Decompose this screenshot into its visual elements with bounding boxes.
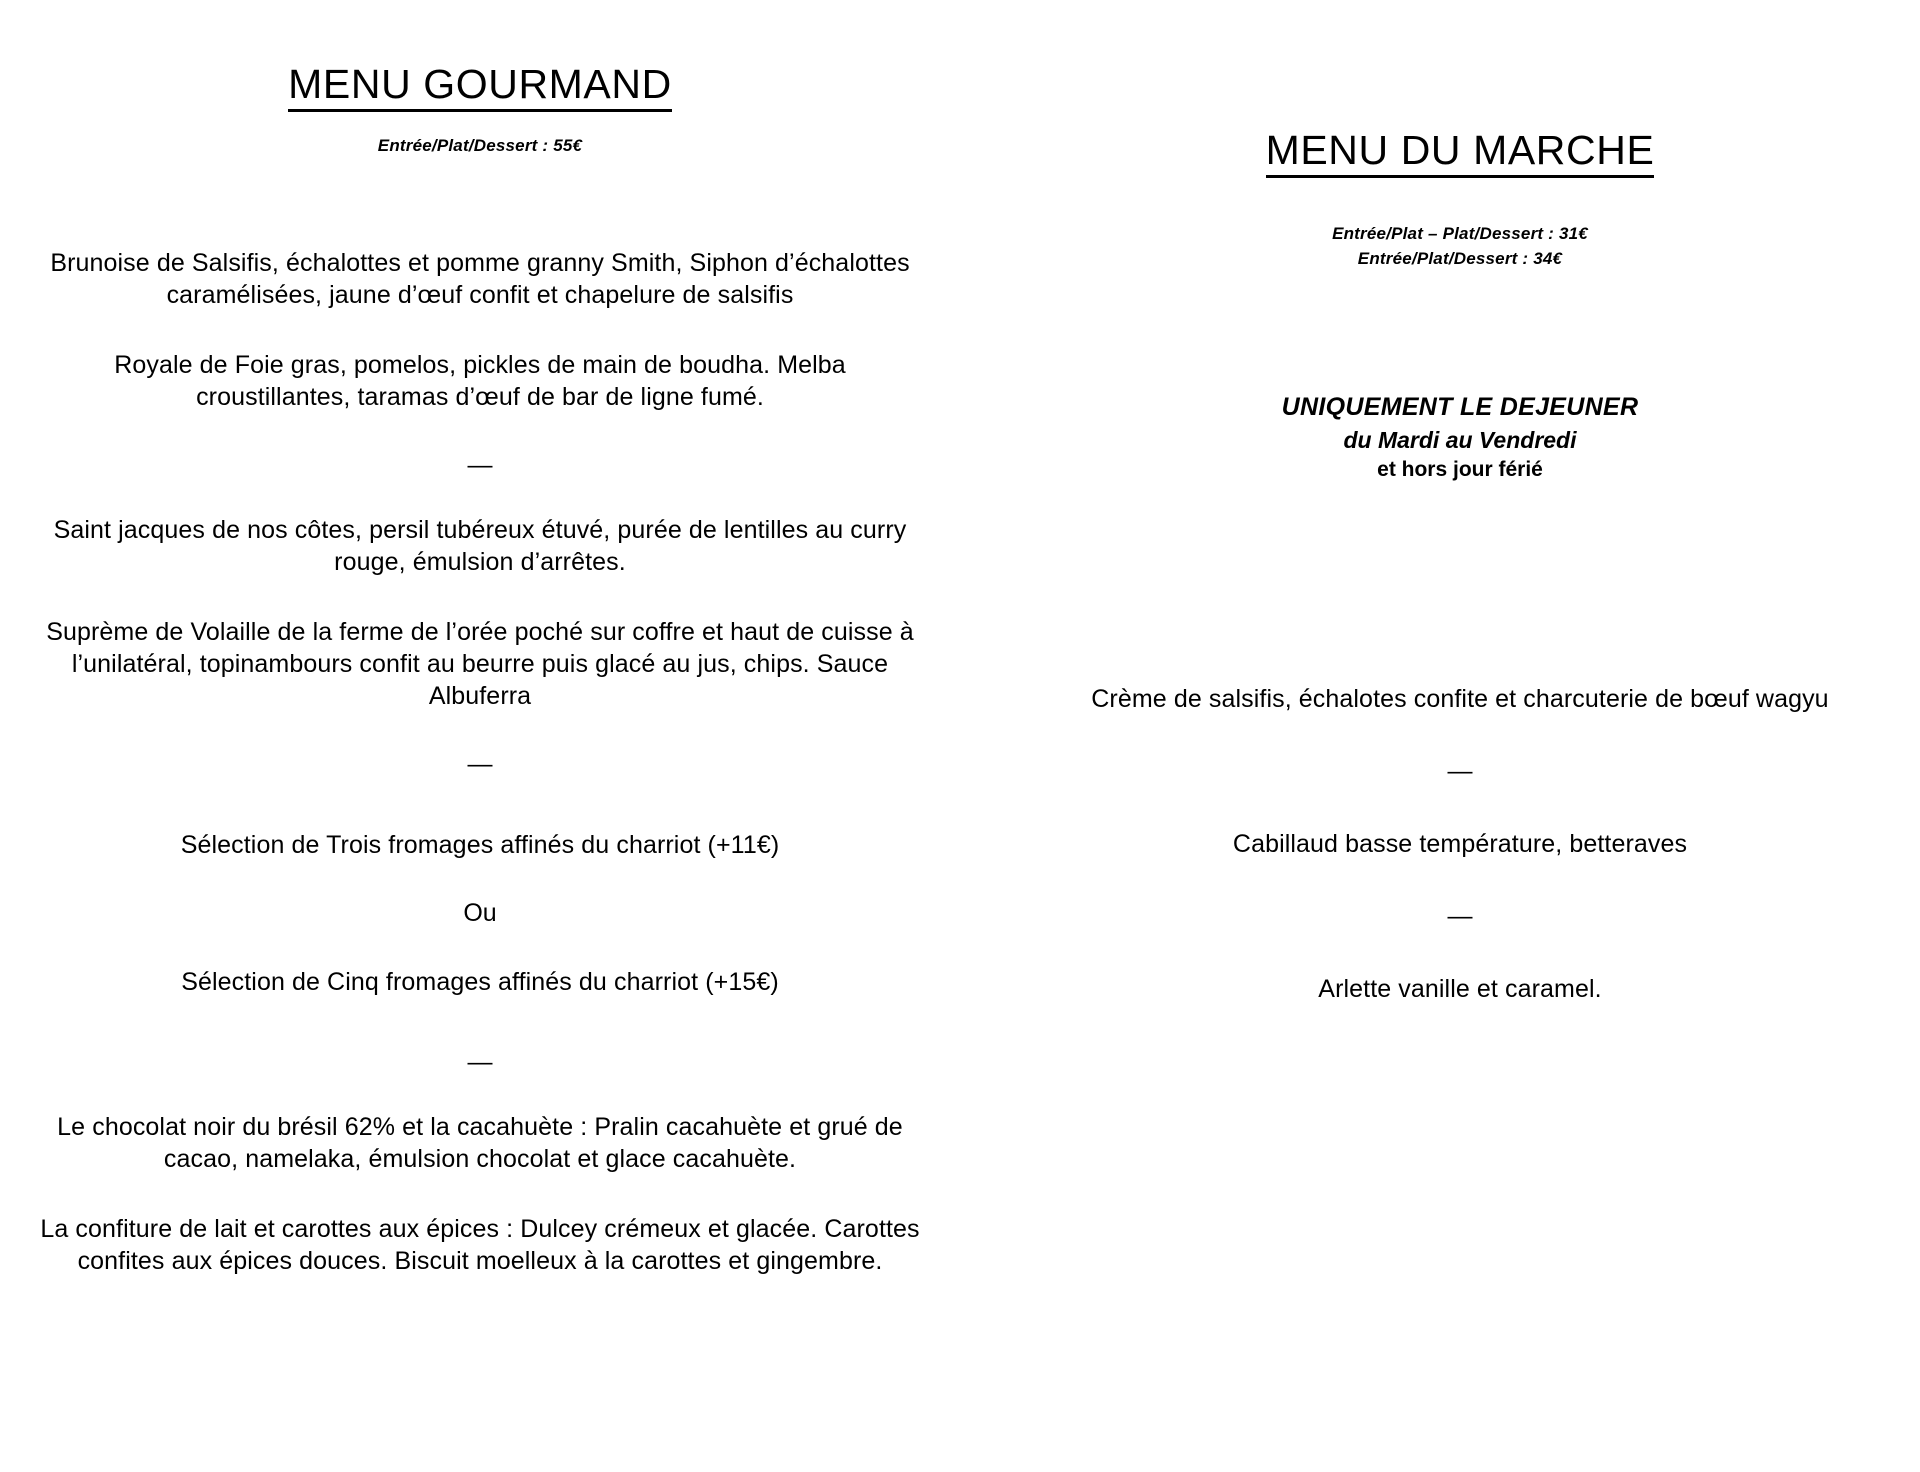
menu-gourmand-column — [0, 0, 960, 1277]
dish-item: Sélection de Cinq fromages affinés du charriot (+15€) — [181, 967, 779, 996]
spacer — [0, 1075, 960, 1111]
course-separator: — — [467, 450, 493, 479]
dish-item: Arlette vanille et caramel. — [1318, 974, 1602, 1003]
spacer — [0, 777, 960, 829]
menu-marche-price-formula-1: Entrée/Plat – Plat/Dessert : 31€ — [1332, 224, 1588, 244]
menu-marche-column — [1000, 0, 1920, 1005]
cheese-option-connector: Ou — [463, 898, 497, 927]
spacer — [0, 1175, 960, 1213]
dish-item: Saint jacques de nos côtes, persil tubéreux étuvé, purée de lentilles au curry rouge, émulsion d’arrêtes. — [53, 515, 907, 576]
dish-item: La confiture de lait et carottes aux épices : Dulcey crémeux et glacée. Carottes confites aux épices douces. Biscuit moelleux à la carottes et gingembre. — [40, 1214, 920, 1275]
menu-marche-courses — [1000, 683, 1920, 1005]
spacer — [0, 413, 960, 453]
menu-gourmand-title-wrap — [0, 62, 960, 112]
menu-marche-title: MENU DU MARCHE — [1266, 128, 1655, 178]
spacer — [0, 311, 960, 349]
notice-line-holidays: et hors jour férié — [1377, 458, 1543, 482]
menu-gourmand-price-block — [0, 134, 960, 159]
dish-item: Le chocolat noir du brésil 62% et la cacahuète : Pralin cacahuète et grué de cacao, namelaka, émulsion chocolat et glace cacahuète. — [57, 1112, 903, 1173]
menu-marche-price-formula-2: Entrée/Plat/Dessert : 34€ — [1357, 248, 1563, 268]
spacer — [1000, 715, 1920, 759]
dish-item: Brunoise de Salsifis, échalottes et pomme granny Smith, Siphon d’échalottes caramélisées, jaune d’œuf confit et chapelure de salsifis — [50, 248, 910, 309]
spacer — [0, 928, 960, 966]
spacer — [0, 478, 960, 514]
spacer — [0, 712, 960, 752]
menu-gourmand-title: MENU GOURMAND — [288, 62, 672, 112]
course-separator: — — [467, 1047, 493, 1076]
spacer — [0, 578, 960, 616]
menu-gourmand-courses — [0, 247, 960, 1277]
dish-item: Sélection de Trois fromages affinés du charriot (+11€) — [180, 830, 780, 859]
notice-line-primary: UNIQUEMENT LE DEJEUNER — [1281, 393, 1639, 422]
menu-marche-price-block — [1000, 222, 1920, 271]
dish-item: Royale de Foie gras, pomelos, pickles de main de boudha. Melba croustillantes, taramas d’œuf de bar de ligne fumé. — [114, 350, 846, 411]
course-separator: — — [1447, 901, 1473, 930]
dish-item: Suprème de Volaille de la ferme de l’orée poché sur coffre et haut de cuisse à l’unilatéral, topinambours confit au beurre puis glacé au jus, chips. Sauce Albuferra — [46, 617, 914, 710]
spacer — [1000, 860, 1920, 904]
spacer — [0, 998, 960, 1050]
menu-marche-availability-notice — [1000, 391, 1920, 484]
menu-marche-title-wrap — [1000, 128, 1920, 178]
notice-line-days: du Mardi au Vendredi — [1343, 427, 1577, 454]
course-separator: — — [1447, 756, 1473, 785]
course-separator: — — [467, 749, 493, 778]
spacer — [1000, 929, 1920, 973]
dish-item: Crème de salsifis, échalotes confite et charcuterie de bœuf wagyu — [1091, 684, 1829, 713]
dish-item: Cabillaud basse température, betteraves — [1232, 829, 1688, 858]
spacer — [0, 861, 960, 899]
spacer — [1000, 784, 1920, 828]
menu-gourmand-price: Entrée/Plat/Dessert : 55€ — [377, 136, 583, 156]
